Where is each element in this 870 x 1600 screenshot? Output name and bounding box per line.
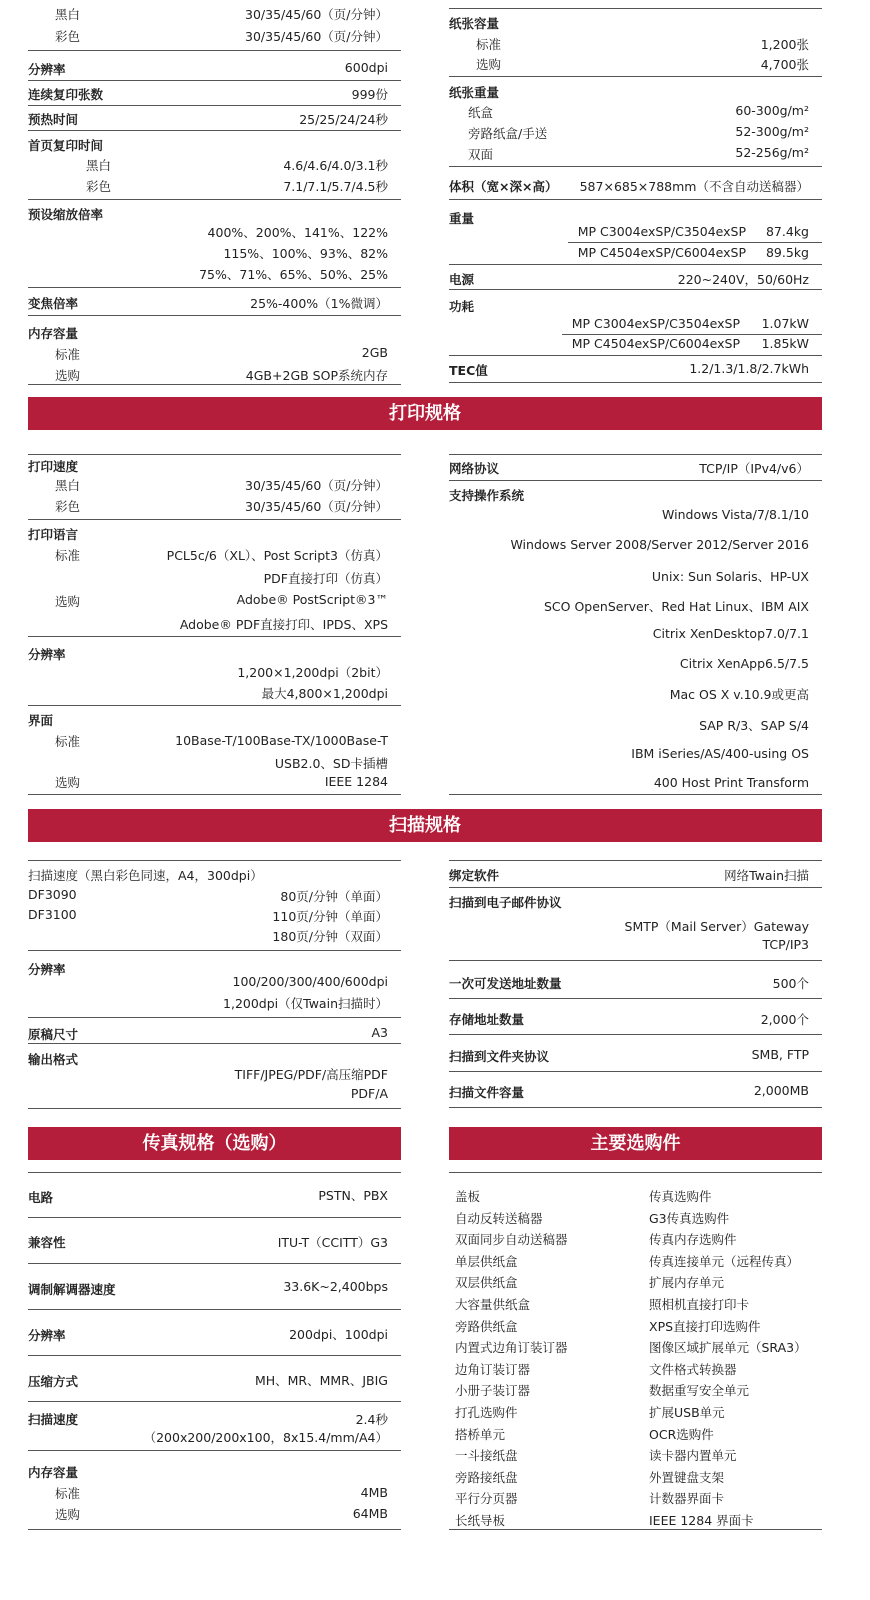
cons-value-1: 1.07kW: [761, 316, 809, 331]
tec-label: TEC值: [449, 363, 488, 378]
scan-df3090: 80页/分钟（单面）: [280, 889, 388, 904]
copy-resolution-label: 分辨率: [28, 62, 66, 77]
scan-df3100-2: 180页/分钟（双面）: [272, 929, 388, 944]
fax-mem-opt-label: 选购: [55, 1507, 81, 1522]
scan-email-2: TCP/IP3: [762, 937, 809, 952]
print-protocol-label: 网络协议: [449, 461, 500, 476]
scan-cap: 2,000MB: [753, 1083, 809, 1098]
print-lang-std-1: PCL5c/6（XL）、Post Script3（仿真）: [166, 548, 388, 563]
copy-warmup: 25/25/24/24秒: [299, 112, 388, 127]
paper-cap-std: 1,200张: [760, 37, 809, 52]
fax-modem: 33.6K~2,400bps: [283, 1279, 388, 1294]
paper-cap-std-label: 标准: [476, 37, 502, 52]
scan-store-label: 存储地址数量: [449, 1012, 525, 1027]
fax-speed-label: 扫描速度: [28, 1412, 79, 1427]
option-item: 小册子装订器: [455, 1383, 531, 1399]
os-item: Windows Server 2008/Server 2012/Server 2016: [510, 537, 809, 552]
option-item: 旁路供纸盒: [455, 1318, 518, 1334]
copy-memory-std: 2GB: [361, 345, 388, 360]
scan-cap-label: 扫描文件容量: [449, 1085, 525, 1100]
print-color-label: 彩色: [55, 499, 81, 514]
scan-df3100-1: 110页/分钟（单面）: [272, 909, 388, 924]
option-item: 传真选购件: [649, 1189, 712, 1204]
weight-value-1: 87.4kg: [765, 224, 809, 239]
option-item: 文件格式转换器: [649, 1361, 737, 1377]
option-item: OCR选购件: [649, 1426, 714, 1442]
option-item: 读卡器内置单元: [649, 1448, 737, 1464]
fax-compat-label: 兼容性: [28, 1235, 66, 1250]
fax-mem-std: 4MB: [360, 1485, 388, 1500]
print-lang-std-2: PDF直接打印（仿真）: [263, 571, 388, 586]
paper-weight-label: 纸张重量: [449, 85, 500, 100]
power: 220~240V，50/60Hz: [677, 272, 809, 287]
option-item: 单层供纸盒: [455, 1253, 518, 1269]
copy-preset-zoom-1: 400%、200%、141%、122%: [207, 225, 388, 240]
option-item: 外置键盘支架: [649, 1469, 725, 1485]
dimensions: 587×685×788mm（不含自动送稿器）: [579, 179, 809, 194]
pw-bypass: 52-300g/m²: [735, 124, 809, 139]
copy-variable-zoom-label: 变焦倍率: [28, 296, 79, 311]
print-os-label: 支持操作系统: [449, 488, 525, 503]
copy-warmup-label: 预热时间: [28, 112, 79, 127]
print-iface-label: 界面: [28, 713, 54, 728]
option-item: 边角订装订器: [455, 1361, 531, 1377]
option-item: 旁路接纸盘: [455, 1469, 518, 1485]
fax-modem-label: 调制解调器速度: [28, 1282, 116, 1297]
copy-first-bw-label: 黑白: [86, 158, 112, 173]
os-item: IBM iSeries/AS/400-using OS: [631, 746, 809, 761]
scan-df3090-label: DF3090: [28, 887, 77, 902]
option-item: 内置式边角订装订器: [455, 1340, 568, 1356]
fax-comp: MH、MR、MMR、JBIG: [254, 1373, 388, 1388]
copy-continuous: 999份: [351, 87, 388, 102]
weight-value-2: 89.5kg: [765, 245, 809, 260]
copy-preset-zoom-label: 预设缩放倍率: [28, 207, 104, 222]
os-item: Windows Vista/7/8.1/10: [662, 507, 809, 522]
paper-cap-opt: 4,700张: [760, 57, 809, 72]
copy-resolution: 600dpi: [344, 60, 388, 75]
option-item: 图像区域扩展单元（SRA3）: [649, 1340, 807, 1356]
copy-continuous-label: 连续复印张数: [28, 87, 104, 102]
option-item: 双面同步自动送稿器: [455, 1232, 568, 1248]
pw-tray: 60-300g/m²: [735, 103, 809, 118]
option-item: 扩展内存单元: [649, 1275, 725, 1291]
copy-memory-std-label: 标准: [55, 347, 81, 362]
os-item: Citrix XenDesktop7.0/7.1: [652, 626, 809, 641]
print-iface-std-label: 标准: [55, 734, 81, 749]
print-protocol: TCP/IP（IPv4/v6）: [699, 461, 809, 476]
weight-model-2: MP C4504exSP/C6004exSP: [577, 245, 746, 260]
scan-format-1: TIFF/JPEG/PDF/高压缩PDF: [234, 1067, 388, 1082]
copy-speed-bw-label: 黑白: [55, 7, 81, 22]
fax-res-label: 分辨率: [28, 1328, 66, 1343]
copy-memory-opt-label: 选购: [55, 368, 81, 383]
cons-model-1: MP C3004exSP/C3504exSP: [571, 316, 740, 331]
scan-section-title: 扫描规格: [28, 809, 822, 842]
fax-comp-label: 压缩方式: [28, 1374, 79, 1389]
copy-memory-opt: 4GB+2GB SOP系统内存: [245, 368, 388, 383]
print-section-title: 打印规格: [28, 397, 822, 430]
copy-speed-color-label: 彩色: [55, 29, 81, 44]
copy-memory-label: 内存容量: [28, 326, 79, 341]
fax-speed-2: （200x200/200x100，8x15.4/mm/A4）: [143, 1430, 388, 1445]
scan-store: 2,000个: [760, 1012, 809, 1027]
dimensions-label: 体积（宽×深×高）: [449, 179, 558, 194]
option-item: 传真内存选购件: [649, 1232, 737, 1248]
scan-speed-label: 扫描速度（黑白彩色同速，A4，300dpi）: [28, 868, 263, 883]
option-item: 长纸导板: [455, 1513, 506, 1528]
scan-orig: A3: [371, 1025, 388, 1040]
tec: 1.2/1.3/1.8/2.7kWh: [689, 361, 809, 376]
copy-preset-zoom-3: 75%、71%、65%、50%、25%: [199, 267, 388, 282]
fax-mem-opt: 64MB: [352, 1506, 388, 1521]
option-item: 双层供纸盒: [455, 1275, 518, 1291]
scan-dest: 500个: [772, 976, 809, 991]
print-iface-std-2: USB2.0、SD卡插槽: [274, 756, 388, 771]
os-item: SCO OpenServer、Red Hat Linux、IBM AIX: [543, 599, 809, 614]
copy-speed-bw: 30/35/45/60（页/分钟）: [245, 7, 388, 22]
fax-circuit: PSTN、PBX: [318, 1188, 388, 1203]
copy-first-bw: 4.6/4.6/4.0/3.1秒: [283, 158, 388, 173]
paper-cap-label: 纸张容量: [449, 16, 500, 31]
consumption-label: 功耗: [449, 299, 475, 314]
option-item: 一斗接纸盘: [455, 1448, 518, 1464]
scan-orig-label: 原稿尺寸: [28, 1027, 79, 1042]
copy-first-color: 7.1/7.1/5.7/4.5秒: [283, 179, 388, 194]
print-lang-opt-1: Adobe® PostScript®3™: [236, 592, 388, 607]
option-item: 盖板: [455, 1189, 481, 1204]
scan-res-label: 分辨率: [28, 962, 66, 977]
print-res-label: 分辨率: [28, 647, 66, 662]
pw-tray-label: 纸盒: [468, 105, 494, 120]
paper-cap-opt-label: 选购: [476, 57, 502, 72]
print-speed-label: 打印速度: [28, 459, 79, 474]
print-lang-std-label: 标准: [55, 548, 81, 563]
copy-first-label: 首页复印时间: [28, 138, 104, 153]
option-item: 大容量供纸盒: [455, 1297, 531, 1312]
option-item: 数据重写安全单元: [649, 1383, 750, 1399]
fax-mem-std-label: 标准: [55, 1486, 81, 1501]
print-iface-opt: IEEE 1284: [324, 774, 388, 789]
option-item: G3传真选购件: [649, 1210, 730, 1226]
print-iface-std-1: 10Base-T/100Base-TX/1000Base-T: [175, 733, 388, 748]
copy-variable-zoom: 25%-400%（1%微调）: [250, 296, 388, 311]
pw-duplex-label: 双面: [468, 147, 494, 162]
option-item: 自动反转送稿器: [455, 1210, 543, 1226]
print-lang-opt-label: 选购: [55, 594, 81, 609]
option-item: 搭桥单元: [455, 1426, 506, 1442]
scan-driver: 网络Twain扫描: [724, 868, 809, 883]
os-item: Citrix XenApp6.5/7.5: [679, 656, 809, 671]
os-item: Mac OS X v.10.9或更高: [669, 687, 809, 702]
print-lang-opt-2: Adobe® PDF直接打印、IPDS、XPS: [179, 617, 388, 632]
weight-model-1: MP C3004exSP/C3504exSP: [577, 224, 746, 239]
print-lang-label: 打印语言: [28, 527, 79, 542]
scan-email-label: 扫描到电子邮件协议: [449, 895, 562, 910]
print-bw-label: 黑白: [55, 478, 81, 493]
scan-folder: SMB, FTP: [751, 1047, 809, 1062]
print-res-1: 1,200×1,200dpi（2bit）: [237, 665, 388, 680]
pw-duplex: 52-256g/m²: [735, 145, 809, 160]
weight-label: 重量: [449, 211, 475, 226]
fax-speed-1: 2.4秒: [355, 1412, 388, 1427]
option-item: 打孔选购件: [455, 1405, 518, 1420]
fax-compat: ITU-T（CCITT）G3: [277, 1235, 388, 1250]
print-color: 30/35/45/60（页/分钟）: [245, 499, 388, 514]
scan-driver-label: 绑定软件: [449, 868, 500, 883]
option-item: 平行分页器: [455, 1491, 518, 1507]
fax-circuit-label: 电路: [28, 1190, 54, 1205]
scan-format-label: 输出格式: [28, 1052, 79, 1067]
cons-model-2: MP C4504exSP/C6004exSP: [571, 336, 740, 351]
fax-mem-label: 内存容量: [28, 1465, 79, 1480]
power-label: 电源: [449, 272, 475, 287]
pw-bypass-label: 旁路纸盒/手送: [468, 126, 548, 141]
os-item: 400 Host Print Transform: [653, 775, 809, 790]
option-item: 计数器界面卡: [649, 1491, 725, 1507]
scan-df3100-label: DF3100: [28, 907, 77, 922]
scan-res-2: 1,200dpi（仅Twain扫描时）: [223, 996, 388, 1011]
option-item: 扩展USB单元: [649, 1405, 725, 1420]
copy-speed-color: 30/35/45/60（页/分钟）: [245, 29, 388, 44]
copy-first-color-label: 彩色: [86, 179, 112, 194]
print-res-2: 最大4,800×1,200dpi: [261, 686, 388, 701]
option-item: IEEE 1284 界面卡: [649, 1513, 754, 1528]
scan-folder-label: 扫描到文件夹协议: [449, 1049, 550, 1064]
print-bw: 30/35/45/60（页/分钟）: [245, 478, 388, 493]
scan-format-2: PDF/A: [350, 1086, 388, 1101]
os-item: Unix: Sun Solaris、HP-UX: [651, 569, 809, 584]
scan-res-1: 100/200/300/400/600dpi: [232, 974, 388, 989]
copy-preset-zoom-2: 115%、100%、93%、82%: [223, 246, 388, 261]
print-iface-opt-label: 选购: [55, 775, 81, 790]
cons-value-2: 1.85kW: [761, 336, 809, 351]
option-item: 传真连接单元（远程传真）: [649, 1253, 800, 1269]
scan-dest-label: 一次可发送地址数量: [449, 976, 562, 991]
fax-section-title: 传真规格（选购）: [28, 1127, 401, 1160]
options-section-title: 主要选购件: [449, 1127, 822, 1160]
os-item: SAP R/3、SAP S/4: [699, 718, 809, 733]
fax-res: 200dpi、100dpi: [289, 1327, 388, 1342]
scan-email-1: SMTP（Mail Server）Gateway: [624, 919, 809, 934]
option-item: 照相机直接打印卡: [649, 1297, 750, 1312]
option-item: XPS直接打印选购件: [649, 1318, 761, 1334]
